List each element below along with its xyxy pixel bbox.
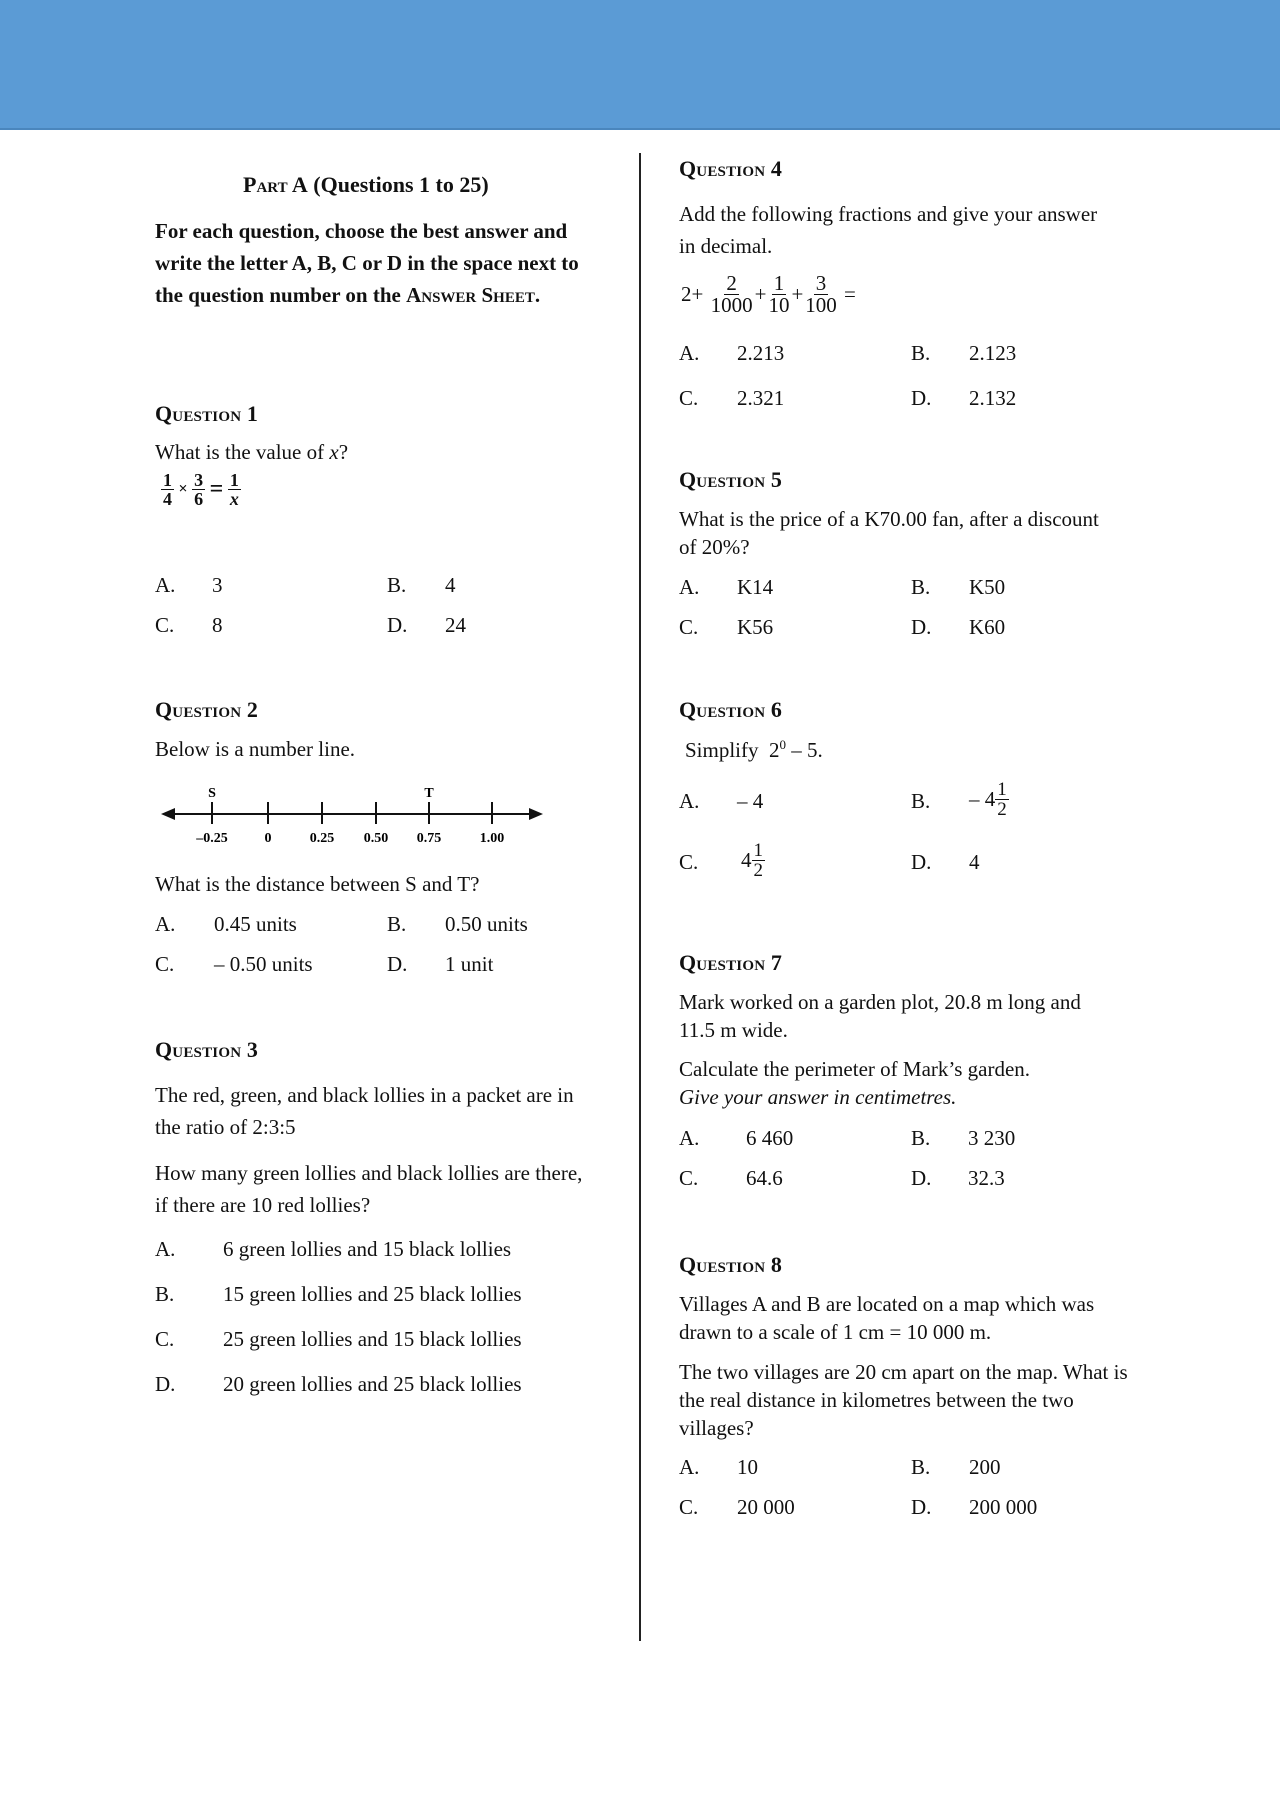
eq-frac-1-den: 4 bbox=[163, 489, 172, 509]
option-letter: A. bbox=[155, 912, 176, 936]
q1-option-d[interactable] bbox=[387, 613, 466, 638]
option-letter: B. bbox=[911, 789, 931, 813]
question-1-equation bbox=[161, 471, 241, 508]
eq-equals: = bbox=[209, 476, 224, 502]
option-letter: C. bbox=[679, 850, 699, 874]
question-1-heading: Question 1 bbox=[155, 401, 259, 426]
option-text: 0.50 units bbox=[445, 912, 528, 936]
part-title-suffix: (Questions 1 to 25) bbox=[313, 172, 489, 197]
option-letter: C. bbox=[155, 952, 175, 976]
question-4-prompt: Add the following fractions and give your answer in decimal. bbox=[679, 202, 1098, 258]
option-letter: C. bbox=[679, 1166, 699, 1190]
q2-option-d[interactable] bbox=[387, 952, 494, 977]
question-2-intro: Below is a number line. bbox=[155, 737, 356, 761]
number-line bbox=[155, 780, 555, 850]
question-8-intro: Villages A and B are located on a map which was drawn to a scale of 1 cm = 10 000 m. bbox=[679, 1292, 1095, 1344]
eq-frac-1-num: 1 bbox=[163, 470, 172, 490]
mixed-whole: – 4 bbox=[969, 787, 996, 811]
option-letter: C. bbox=[155, 1327, 175, 1351]
option-text: K56 bbox=[737, 615, 774, 639]
option-text: 2.213 bbox=[737, 341, 785, 365]
option-letter: D. bbox=[387, 952, 408, 976]
option-letter: A. bbox=[679, 341, 700, 365]
option-letter: D. bbox=[387, 613, 408, 637]
instruction-text: For each question, choose the best answer and write the letter A, B, C or D in the space next to the question number on the bbox=[155, 219, 579, 307]
option-letter: B. bbox=[911, 575, 931, 599]
q3-option-c[interactable] bbox=[155, 1327, 522, 1352]
option-letter: D. bbox=[911, 850, 932, 874]
expr-plus: + bbox=[754, 282, 767, 306]
q2-option-a[interactable] bbox=[155, 912, 297, 937]
eq-frac-3-num: 1 bbox=[229, 470, 239, 490]
question-6-heading: Question 6 bbox=[679, 697, 783, 722]
q2-option-b[interactable] bbox=[387, 912, 528, 937]
option-letter: C. bbox=[679, 1495, 699, 1519]
q8-option-c[interactable] bbox=[679, 1495, 795, 1520]
option-text: 3 230 bbox=[968, 1126, 1016, 1150]
q1-option-b[interactable] bbox=[387, 573, 456, 598]
question-7-prompt: Calculate the perimeter of Mark’s garden. bbox=[679, 1057, 1031, 1081]
option-letter: A. bbox=[679, 789, 700, 813]
option-text: – 0.50 units bbox=[214, 952, 313, 976]
power-exponent: 0 bbox=[779, 737, 787, 752]
option-letter: B. bbox=[911, 1126, 931, 1150]
number-line-tick-label: 1.00 bbox=[479, 831, 505, 846]
option-text: 200 bbox=[969, 1455, 1001, 1479]
q5-option-d[interactable] bbox=[911, 615, 1006, 640]
question-2-heading: Question 2 bbox=[155, 697, 259, 722]
number-line-left-arrow bbox=[161, 808, 175, 820]
expr-frac-1-den: 1000 bbox=[710, 293, 753, 317]
answer-sheet-label: Answer Sheet. bbox=[406, 283, 541, 307]
question-3-prompt: How many green lollies and black lollies are there, if there are 10 red lollies? bbox=[155, 1161, 583, 1217]
option-letter: D. bbox=[911, 1166, 932, 1190]
number-line-ticks bbox=[195, 802, 504, 846]
option-letter: A. bbox=[155, 573, 176, 597]
q5-option-b[interactable] bbox=[911, 575, 1006, 600]
option-text: 20 000 bbox=[737, 1495, 795, 1519]
option-letter: C. bbox=[155, 613, 175, 637]
option-text: – 4 bbox=[737, 789, 764, 813]
option-letter: A. bbox=[679, 1455, 700, 1479]
power-base: 2 bbox=[769, 738, 780, 762]
column-divider bbox=[639, 153, 641, 1641]
q6-option-d[interactable] bbox=[911, 850, 980, 875]
q4-option-a[interactable] bbox=[679, 341, 785, 366]
q5-option-c[interactable] bbox=[679, 615, 774, 640]
number-line-tick-label: –0.25 bbox=[196, 831, 228, 846]
question-3-intro: The red, green, and black lollies in a packet are in the ratio of 2:3:5 bbox=[155, 1083, 574, 1139]
header-banner bbox=[0, 0, 1280, 130]
question-7-intro: Mark worked on a garden plot, 20.8 m long and 11.5 m wide. bbox=[679, 990, 1081, 1042]
option-letter: D. bbox=[911, 1495, 932, 1519]
expr-frac-1-num: 2 bbox=[726, 271, 737, 295]
option-text: 32.3 bbox=[968, 1166, 1005, 1190]
number-line-right-arrow bbox=[529, 808, 543, 820]
option-text: 3 bbox=[212, 573, 223, 597]
question-6-prompt bbox=[685, 737, 823, 763]
simplify-word: Simplify bbox=[685, 738, 759, 762]
q7-option-c[interactable] bbox=[679, 1166, 783, 1191]
q8-option-b[interactable] bbox=[911, 1455, 1001, 1480]
expr-frac-2-num: 1 bbox=[773, 271, 785, 295]
part-title bbox=[243, 172, 489, 198]
expr-equals: = bbox=[844, 282, 856, 306]
option-letter: B. bbox=[911, 341, 931, 365]
expr-plus: + bbox=[691, 282, 704, 306]
q5-option-a[interactable] bbox=[679, 575, 774, 600]
question-4-heading: Question 4 bbox=[679, 156, 783, 181]
expr-whole: 2 bbox=[681, 282, 692, 306]
option-text: 2.132 bbox=[969, 386, 1017, 410]
question-7-heading: Question 7 bbox=[679, 950, 783, 975]
q1-option-a[interactable] bbox=[155, 573, 223, 598]
option-letter: D. bbox=[155, 1372, 176, 1396]
option-text: 6 green lollies and 15 black lollies bbox=[223, 1237, 512, 1261]
mixed-num: 1 bbox=[753, 840, 763, 861]
option-text: 15 green lollies and 25 black lollies bbox=[223, 1282, 522, 1306]
question-1-prompt-text: What is the value of x? bbox=[155, 440, 349, 464]
mixed-number bbox=[969, 780, 1009, 819]
option-text: 6 460 bbox=[746, 1126, 794, 1150]
question-4-expression bbox=[681, 273, 856, 316]
q4-option-d[interactable] bbox=[911, 386, 1017, 411]
prompt-rest: – 5. bbox=[791, 738, 823, 762]
option-letter: D. bbox=[911, 386, 932, 410]
option-text: 4 bbox=[445, 573, 456, 597]
part-title-prefix: Part A bbox=[243, 172, 308, 197]
q3-option-d[interactable] bbox=[155, 1372, 522, 1397]
eq-times: × bbox=[178, 480, 188, 498]
option-letter: D. bbox=[911, 615, 932, 639]
q8-option-a[interactable] bbox=[679, 1455, 758, 1480]
expr-frac-3-den: 100 bbox=[805, 293, 837, 317]
question-7-note: Give your answer in centimetres. bbox=[679, 1085, 957, 1109]
question-5-heading: Question 5 bbox=[679, 467, 783, 492]
option-letter: A. bbox=[155, 1237, 176, 1261]
option-text: 8 bbox=[212, 613, 223, 637]
option-text: 1 unit bbox=[445, 952, 494, 976]
number-line-tick-label: 0.50 bbox=[363, 831, 389, 846]
q1-option-c[interactable] bbox=[155, 613, 223, 638]
option-text: 20 green lollies and 25 black lollies bbox=[223, 1372, 522, 1396]
option-text: K60 bbox=[969, 615, 1006, 639]
option-text: 2.123 bbox=[969, 341, 1017, 365]
option-text: 24 bbox=[445, 613, 466, 637]
option-text: 64.6 bbox=[746, 1166, 783, 1190]
question-2-prompt: What is the distance between S and T? bbox=[155, 872, 480, 896]
option-text: 25 green lollies and 15 black lollies bbox=[223, 1327, 522, 1351]
option-text: K14 bbox=[737, 575, 774, 599]
q8-option-d[interactable] bbox=[911, 1495, 1038, 1520]
question-3-heading: Question 3 bbox=[155, 1037, 259, 1062]
option-letter: B. bbox=[911, 1455, 931, 1479]
q4-option-c[interactable] bbox=[679, 386, 785, 411]
q3-option-a[interactable] bbox=[155, 1237, 512, 1262]
option-text: 4 bbox=[969, 850, 980, 874]
mixed-den: 2 bbox=[997, 799, 1007, 820]
point-t-label: T bbox=[424, 786, 434, 801]
q3-option-b[interactable] bbox=[155, 1282, 522, 1307]
q7-option-d[interactable] bbox=[911, 1166, 1005, 1191]
number-line-tick-label: 0.25 bbox=[309, 831, 335, 846]
point-s-label: S bbox=[208, 786, 216, 801]
q6-option-b[interactable] bbox=[911, 779, 1007, 820]
q6-option-c[interactable] bbox=[679, 840, 763, 881]
question-8-prompt: The two villages are 20 cm apart on the map. What is the real distance in kilometres between the two villages? bbox=[679, 1360, 1128, 1440]
option-letter: C. bbox=[679, 615, 699, 639]
option-text: K50 bbox=[969, 575, 1006, 599]
question-8-heading: Question 8 bbox=[679, 1252, 783, 1277]
q2-option-c[interactable] bbox=[155, 952, 313, 977]
eq-frac-3-den: x bbox=[229, 489, 239, 509]
expr-frac-2-den: 10 bbox=[768, 293, 790, 317]
q7-option-b[interactable] bbox=[911, 1126, 1016, 1151]
option-letter: C. bbox=[679, 386, 699, 410]
option-letter: B. bbox=[387, 573, 407, 597]
option-text: 0.45 units bbox=[214, 912, 297, 936]
mixed-number bbox=[741, 841, 765, 880]
number-line-tick-label: 0.75 bbox=[416, 831, 442, 846]
option-text: 2.321 bbox=[737, 386, 785, 410]
q6-option-a[interactable] bbox=[679, 789, 764, 814]
part-instructions bbox=[155, 215, 595, 311]
eq-frac-2-den: 6 bbox=[194, 489, 204, 509]
mixed-num: 1 bbox=[997, 779, 1007, 800]
expr-plus: + bbox=[791, 282, 804, 306]
question-5-prompt: What is the price of a K70.00 fan, after a discount of 20%? bbox=[679, 507, 1099, 559]
option-letter: A. bbox=[679, 1126, 700, 1150]
number-line-tick-label: 0 bbox=[264, 831, 272, 846]
option-text: 200 000 bbox=[969, 1495, 1038, 1519]
expr-frac-3-num: 3 bbox=[815, 271, 827, 295]
option-letter: B. bbox=[387, 912, 407, 936]
eq-frac-2-num: 3 bbox=[194, 470, 204, 490]
option-letter: B. bbox=[155, 1282, 175, 1306]
q7-option-a[interactable] bbox=[679, 1126, 794, 1151]
mixed-den: 2 bbox=[753, 860, 763, 881]
option-letter: A. bbox=[679, 575, 700, 599]
q4-option-b[interactable] bbox=[911, 341, 1017, 366]
question-1-prompt bbox=[155, 440, 348, 465]
option-text: 10 bbox=[737, 1455, 758, 1479]
mixed-whole: 4 bbox=[741, 848, 752, 872]
